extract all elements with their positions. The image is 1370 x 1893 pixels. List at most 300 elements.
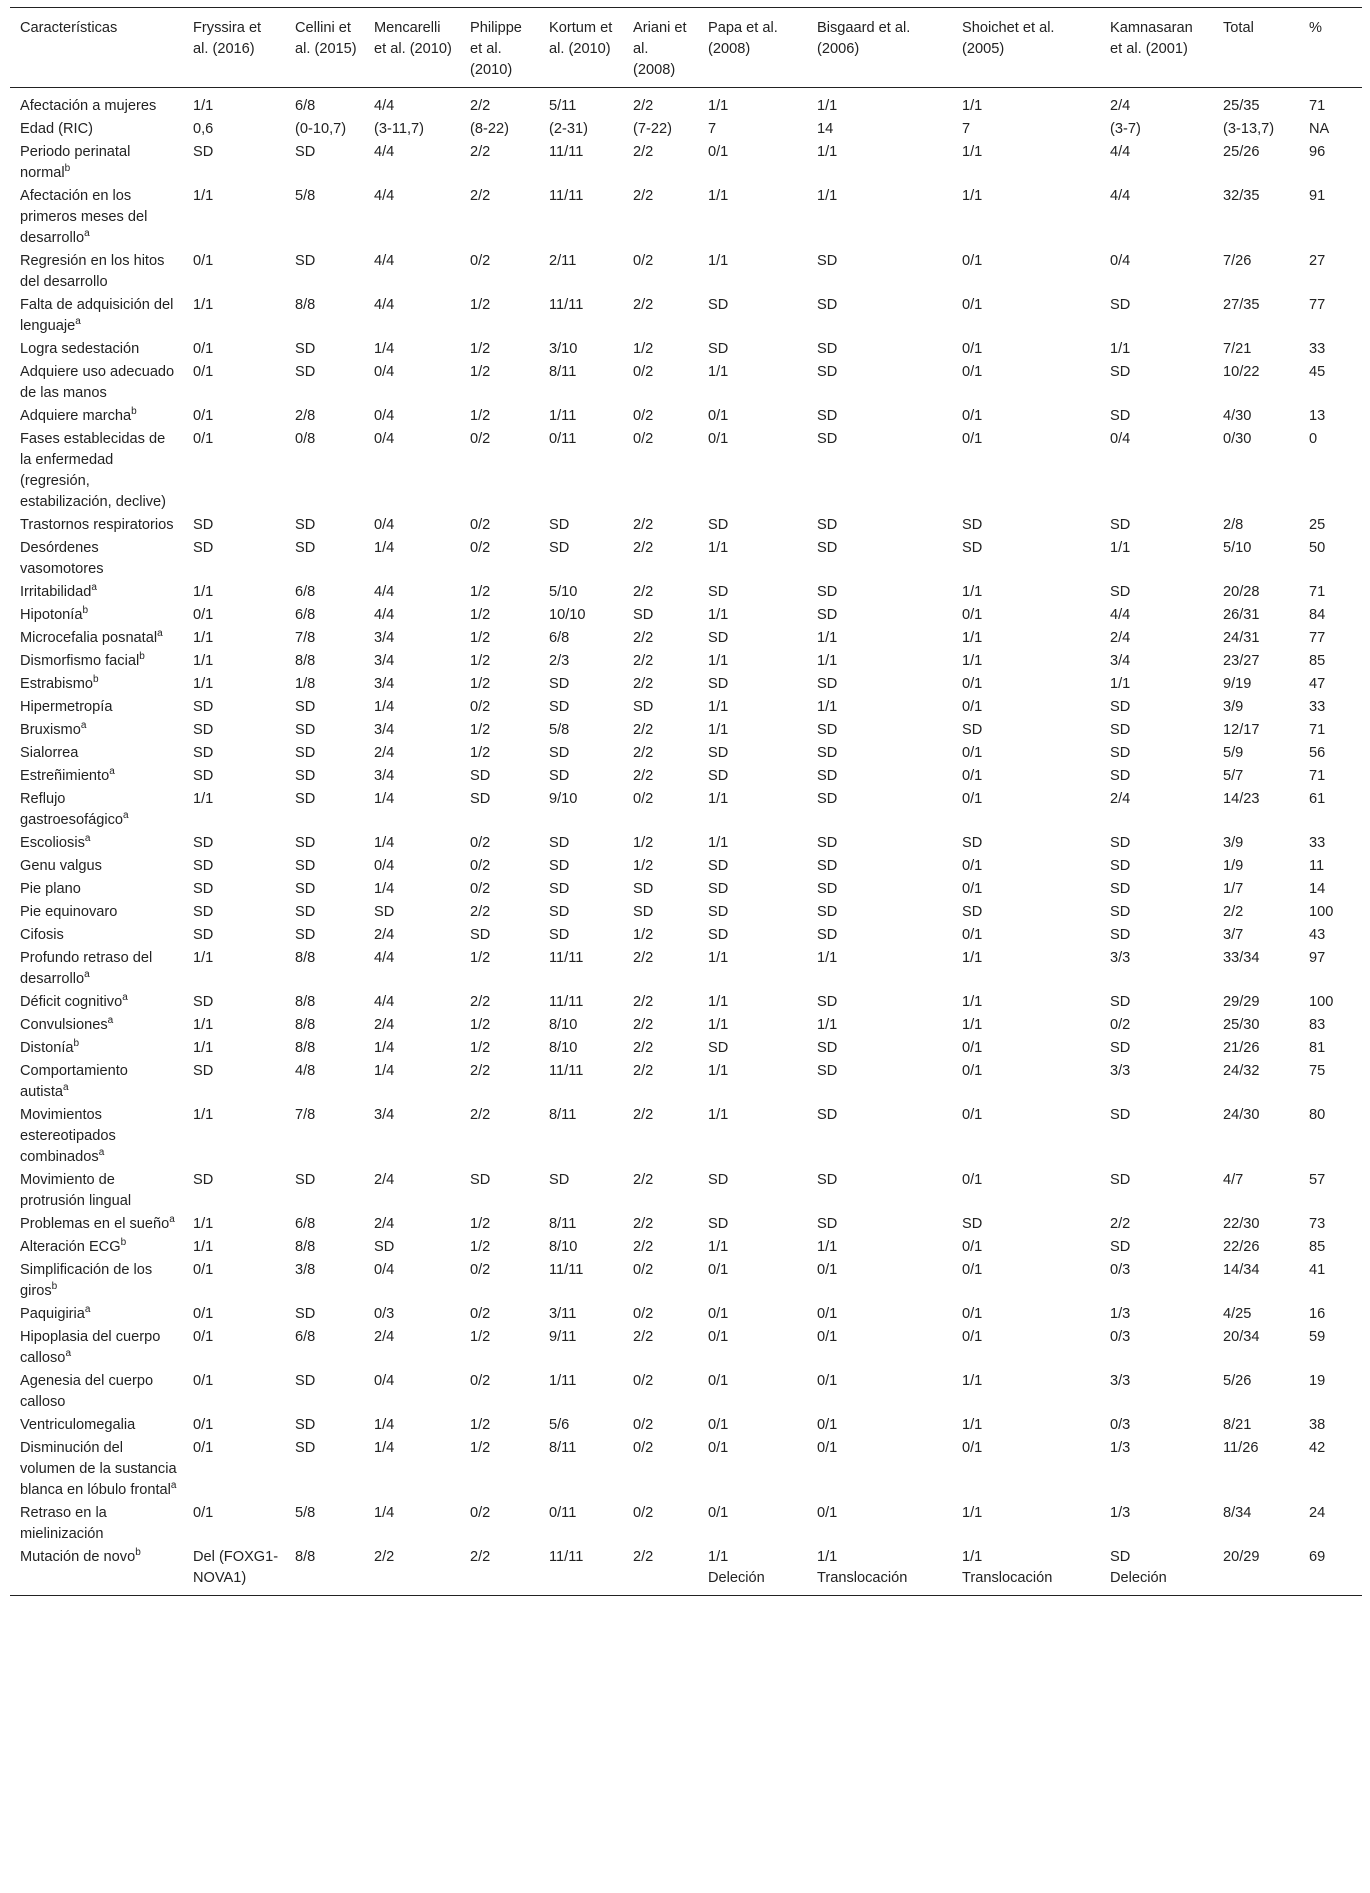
table-cell: [285, 1103, 364, 1168]
cell-value: SD: [708, 904, 729, 920]
table-cell: [952, 1501, 1100, 1545]
cell-value: 5/10: [1223, 540, 1252, 556]
cell-value: 5/8: [295, 1505, 316, 1521]
row-label: Ventriculomegalia: [20, 1417, 136, 1433]
cell-value: (3-11,7): [374, 121, 425, 137]
table-cell: [698, 1369, 807, 1413]
cell-value: 5/11: [549, 98, 577, 114]
table-cell: [807, 427, 952, 513]
table-cell: [952, 831, 1100, 854]
cell-value: SD: [708, 297, 729, 313]
row-label-cell: [10, 741, 183, 764]
cell-value: 1/9: [1223, 858, 1244, 874]
cell-value: 24/31: [1223, 630, 1260, 646]
table-cell: [183, 946, 285, 990]
table-cell: [460, 854, 539, 877]
cell-value: 4/4: [374, 607, 395, 623]
table-cell: [1299, 1103, 1362, 1168]
cell-value: 0/1: [708, 1262, 729, 1278]
cell-value: 2/2: [470, 904, 491, 920]
table-cell: [807, 88, 952, 118]
cell-value: 0/2: [633, 791, 654, 807]
cell-value: 2/3: [549, 653, 570, 669]
cell-value: 73: [1309, 1216, 1326, 1232]
table-cell: [364, 1212, 460, 1235]
table-cell: [1100, 404, 1213, 427]
cell-value: 9/10: [549, 791, 578, 807]
table-cell: [807, 1413, 952, 1436]
cell-value: 11/11: [549, 188, 584, 204]
footnote-marker: a: [123, 810, 129, 822]
row-label: Afectación a mujeres: [20, 98, 157, 114]
cell-value: 2/2: [470, 188, 491, 204]
table-cell: [807, 140, 952, 184]
cell-value: 0/1: [193, 607, 214, 623]
cell-value: SD: [549, 835, 570, 851]
cell-value: 1/2: [470, 630, 491, 646]
table-cell: [698, 337, 807, 360]
table-cell: [807, 718, 952, 741]
cell-value: 1/1: [708, 994, 729, 1010]
table-cell: [952, 990, 1100, 1013]
table-cell: [460, 140, 539, 184]
table-cell: [364, 140, 460, 184]
cell-value: 4/4: [1110, 188, 1131, 204]
cell-value: SD: [708, 676, 729, 692]
table-cell: [1213, 787, 1299, 831]
cell-value: SD: [193, 699, 214, 715]
cell-value: (0-10,7): [295, 121, 347, 137]
footnote-marker: a: [98, 1147, 105, 1159]
cell-value: 1/3: [1110, 1306, 1131, 1322]
table-cell: [698, 1413, 807, 1436]
cell-value: 1/2: [633, 858, 654, 874]
table-cell: [623, 1013, 698, 1036]
table-cell: [183, 718, 285, 741]
cell-value: (8-22): [470, 121, 509, 137]
cell-value: 6/8: [549, 630, 570, 646]
cell-value: 6/8: [295, 1329, 316, 1345]
row-label: Pie plano: [20, 881, 81, 897]
table-row: [10, 580, 1362, 603]
cell-value: 7/8: [295, 1107, 316, 1123]
cell-value: 1/4: [374, 341, 395, 357]
cell-value: 3/4: [374, 722, 395, 738]
column-header: %: [1299, 8, 1362, 88]
cell-value: SD: [817, 431, 838, 447]
footnote-marker: a: [84, 228, 90, 240]
header-row: [10, 8, 1362, 88]
cell-value: 1/2: [470, 584, 491, 600]
table-cell: [364, 1413, 460, 1436]
table-cell: [364, 831, 460, 854]
cell-value: 0/4: [374, 431, 395, 447]
table-cell: [807, 1212, 952, 1235]
table-cell: [807, 1436, 952, 1501]
cell-value: 3/9: [1223, 699, 1244, 715]
cell-value: 0/3: [374, 1306, 395, 1322]
cell-value: SD: [1110, 1239, 1131, 1255]
table-cell: [285, 672, 364, 695]
cell-value: SD: [1110, 1549, 1131, 1565]
table-cell: [364, 513, 460, 536]
table-cell: [1100, 1369, 1213, 1413]
cell-value: 25: [1309, 517, 1326, 533]
table-cell: [698, 580, 807, 603]
footnote-marker: b: [64, 163, 71, 175]
cell-value: 1/3: [1110, 1505, 1131, 1521]
table-cell: [1100, 1013, 1213, 1036]
table-cell: [698, 718, 807, 741]
cell-value: 0/2: [470, 540, 491, 556]
cell-value: 25/26: [1223, 144, 1260, 160]
cell-value: 0/1: [962, 1306, 983, 1322]
table-cell: [364, 293, 460, 337]
cell-value: 2/2: [633, 1017, 654, 1033]
table-cell: [1100, 1413, 1213, 1436]
table-cell: [698, 877, 807, 900]
cell-value: 1/1: [708, 1107, 729, 1123]
cell-value: 8/21: [1223, 1417, 1252, 1433]
cell-value: SD: [1110, 994, 1131, 1010]
cell-value: 0/1: [193, 364, 214, 380]
table-cell: [364, 1103, 460, 1168]
cell-value: 77: [1309, 630, 1326, 646]
cell-value: 2/4: [1110, 791, 1131, 807]
cell-value: SD: [295, 1440, 316, 1456]
table-cell: [1100, 764, 1213, 787]
cell-value: 2/2: [633, 540, 654, 556]
cell-value: 1/11: [549, 1373, 577, 1389]
cell-value: SD: [817, 584, 838, 600]
table-cell: [1100, 1325, 1213, 1369]
table-cell: [364, 626, 460, 649]
cell-value: 71: [1309, 98, 1326, 114]
table-cell: [539, 1325, 623, 1369]
row-label: Trastornos respiratorios: [20, 517, 174, 533]
cell-value: 0/1: [708, 1440, 729, 1456]
table-cell: [183, 249, 285, 293]
table-cell: [698, 536, 807, 580]
table-cell: [807, 831, 952, 854]
table-cell: [539, 293, 623, 337]
table-cell: [285, 1258, 364, 1302]
table-cell: [623, 877, 698, 900]
table-cell: [952, 140, 1100, 184]
cell-value: 3/3: [1110, 950, 1131, 966]
table-cell: [623, 718, 698, 741]
table-cell: [183, 1235, 285, 1258]
table-cell: [952, 603, 1100, 626]
cell-value: SD: [962, 517, 983, 533]
table-cell: [183, 1369, 285, 1413]
table-cell: [183, 764, 285, 787]
row-label-cell: [10, 900, 183, 923]
table-cell: [285, 1545, 364, 1596]
cell-value: 71: [1309, 722, 1326, 738]
cell-value: 0/2: [470, 1262, 491, 1278]
cell-value: 1/1: [962, 1549, 983, 1565]
cell-value: 4/25: [1223, 1306, 1252, 1322]
cell-value: 3/11: [549, 1306, 577, 1322]
table-cell: [807, 1501, 952, 1545]
table-row: [10, 140, 1362, 184]
table-cell: [1100, 1059, 1213, 1103]
cell-value: 83: [1309, 1017, 1326, 1033]
cell-value: 1/1: [193, 653, 214, 669]
column-header: Philippe et al. (2010): [460, 8, 539, 88]
row-label-cell: [10, 603, 183, 626]
table-cell: [1213, 764, 1299, 787]
cell-value: SD: [549, 517, 570, 533]
table-cell: [807, 404, 952, 427]
table-cell: [539, 1302, 623, 1325]
table-cell: [183, 900, 285, 923]
table-cell: [698, 1168, 807, 1212]
row-label: Déficit cognitivo: [20, 994, 123, 1010]
cell-value: 2/2: [633, 1172, 654, 1188]
table-cell: [1299, 603, 1362, 626]
table-cell: [539, 1212, 623, 1235]
table-cell: [698, 900, 807, 923]
table-cell: [183, 854, 285, 877]
cell-value: 5/8: [295, 188, 316, 204]
cell-value: 1/1: [962, 144, 983, 160]
table-cell: [698, 249, 807, 293]
cell-value: 24: [1309, 1505, 1326, 1521]
table-cell: [952, 580, 1100, 603]
table-cell: [698, 787, 807, 831]
row-label-cell: [10, 1501, 183, 1545]
cell-value: SD: [817, 408, 838, 424]
cell-value: SD: [295, 881, 316, 897]
table-cell: [623, 626, 698, 649]
row-label: Fases establecidas de la enfermedad (regresión, estabilización, declive): [20, 431, 167, 510]
row-label-cell: [10, 117, 183, 140]
table-cell: [1213, 1302, 1299, 1325]
table-cell: [539, 831, 623, 854]
table-cell: [285, 293, 364, 337]
table-cell: [285, 990, 364, 1013]
row-label-cell: [10, 249, 183, 293]
table-cell: [698, 1036, 807, 1059]
table-row: [10, 672, 1362, 695]
table-cell: [364, 1258, 460, 1302]
column-header: Kamnasaran et al. (2001): [1100, 8, 1213, 88]
cell-value: SD: [1110, 881, 1131, 897]
table-cell: [1299, 140, 1362, 184]
table-row: [10, 831, 1362, 854]
cell-value: 71: [1309, 584, 1326, 600]
cell-value: 1/2: [470, 745, 491, 761]
cell-value: 1/2: [470, 1417, 491, 1433]
table-cell: [285, 649, 364, 672]
table-cell: [1100, 1235, 1213, 1258]
table-cell: [698, 854, 807, 877]
row-label: Microcefalia posnatal: [20, 630, 158, 646]
cell-value: 6/8: [295, 584, 316, 600]
table-cell: [539, 580, 623, 603]
table-cell: [539, 672, 623, 695]
cell-value: 1/1: [817, 1239, 838, 1255]
cell-value: SD: [1110, 1107, 1131, 1123]
table-cell: [539, 1235, 623, 1258]
row-label-cell: [10, 831, 183, 854]
table-cell: [1213, 1369, 1299, 1413]
table-header: [10, 8, 1362, 88]
table-cell: [1213, 360, 1299, 404]
cell-value: SD: [1110, 584, 1131, 600]
cell-value: 11/11: [549, 1262, 584, 1278]
cell-value: 8/11: [549, 1107, 577, 1123]
cell-value: 11: [1309, 858, 1325, 874]
table-row: [10, 1036, 1362, 1059]
cell-value: 19: [1309, 1373, 1326, 1389]
table-cell: [183, 1036, 285, 1059]
table-cell: [698, 1545, 807, 1596]
cell-value: 0/1: [817, 1306, 838, 1322]
cell-value: SD: [295, 927, 316, 943]
table-cell: [285, 1013, 364, 1036]
table-cell: [807, 1103, 952, 1168]
table-cell: [952, 741, 1100, 764]
table-cell: [1299, 1436, 1362, 1501]
cell-value: SD: [193, 881, 214, 897]
table-cell: [364, 1168, 460, 1212]
table-cell: [285, 117, 364, 140]
cell-value: SD: [295, 1172, 316, 1188]
cell-value: 0/1: [193, 1505, 214, 1521]
table-cell: [1299, 877, 1362, 900]
table-row: [10, 337, 1362, 360]
table-cell: [539, 513, 623, 536]
table-cell: [698, 1258, 807, 1302]
cell-value: 1/2: [633, 835, 654, 851]
table-cell: [807, 1545, 952, 1596]
table-row: [10, 764, 1362, 787]
footnote-marker: a: [157, 628, 163, 640]
table-cell: [698, 1059, 807, 1103]
cell-value: SD: [549, 881, 570, 897]
table-cell: [698, 1436, 807, 1501]
row-label-cell: [10, 1013, 183, 1036]
cell-value: SD: [708, 927, 729, 943]
footnote-marker: b: [131, 406, 137, 418]
cell-value: 0/2: [470, 1373, 491, 1389]
table-cell: [952, 1059, 1100, 1103]
footnote-marker: a: [109, 766, 115, 778]
cell-value: SD: [295, 858, 316, 874]
table-cell: [460, 900, 539, 923]
table-cell: [285, 536, 364, 580]
cell-value: SD: [817, 253, 838, 269]
cell-value: SD: [817, 1040, 838, 1056]
cell-value: 0/1: [962, 768, 983, 784]
column-header: Bisgaard et al. (2006): [807, 8, 952, 88]
table-cell: [698, 117, 807, 140]
table-cell: [1100, 117, 1213, 140]
table-cell: [807, 990, 952, 1013]
table-cell: [807, 249, 952, 293]
cell-value: 0/1: [193, 431, 214, 447]
table-cell: [539, 854, 623, 877]
table-cell: [539, 117, 623, 140]
table-cell: [1299, 1013, 1362, 1036]
cell-subvalue: Translocación: [817, 1570, 908, 1586]
cell-value: 57: [1309, 1172, 1326, 1188]
table-cell: [183, 1103, 285, 1168]
cell-value: 1/11: [549, 408, 577, 424]
cell-value: 7/21: [1223, 341, 1252, 357]
cell-value: 0/1: [708, 1373, 729, 1389]
table-cell: [1100, 741, 1213, 764]
table-cell: [1100, 337, 1213, 360]
table-cell: [364, 404, 460, 427]
cell-value: 0/1: [962, 297, 983, 313]
table-cell: [460, 1258, 539, 1302]
cell-value: 0/2: [470, 1306, 491, 1322]
table-cell: [952, 1212, 1100, 1235]
row-label: Genu valgus: [20, 858, 102, 874]
column-header: Shoichet et al. (2005): [952, 8, 1100, 88]
table-cell: [807, 923, 952, 946]
cell-value: 1/2: [470, 364, 491, 380]
table-cell: [285, 249, 364, 293]
table-cell: [952, 946, 1100, 990]
table-cell: [539, 140, 623, 184]
table-cell: [460, 1212, 539, 1235]
table-cell: [183, 513, 285, 536]
footnote-marker: a: [80, 720, 87, 732]
cell-value: 0/1: [962, 858, 983, 874]
cell-value: 1/2: [470, 408, 491, 424]
table-cell: [460, 718, 539, 741]
footnote-marker: b: [135, 1547, 141, 1559]
cell-value: 27: [1309, 253, 1326, 269]
cell-value: 1/4: [374, 540, 395, 556]
table-row: [10, 695, 1362, 718]
footnote-marker: a: [122, 992, 128, 1004]
cell-value: 1/4: [374, 1505, 395, 1521]
cell-value: 1/1: [193, 791, 214, 807]
cell-value: 0/1: [962, 1262, 983, 1278]
table-cell: [285, 946, 364, 990]
table-cell: [623, 1036, 698, 1059]
table-cell: [1213, 649, 1299, 672]
cell-value: 2/4: [374, 1172, 395, 1188]
cell-value: 2/4: [374, 745, 395, 761]
table-cell: [1213, 900, 1299, 923]
table-cell: [460, 626, 539, 649]
table-row: [10, 649, 1362, 672]
row-label-cell: [10, 923, 183, 946]
row-label-cell: [10, 88, 183, 118]
table-cell: [623, 360, 698, 404]
table-row: [10, 293, 1362, 337]
cell-value: 8/8: [295, 1549, 316, 1565]
cell-value: 2/4: [374, 927, 395, 943]
cell-value: 22/30: [1223, 1216, 1260, 1232]
row-label-cell: [10, 140, 183, 184]
cell-value: 0/1: [962, 699, 983, 715]
table-cell: [952, 536, 1100, 580]
table-cell: [364, 990, 460, 1013]
cell-value: 91: [1309, 188, 1326, 204]
table-cell: [623, 741, 698, 764]
table-cell: [952, 787, 1100, 831]
cell-value: 2/2: [633, 188, 654, 204]
table-row: [10, 1436, 1362, 1501]
